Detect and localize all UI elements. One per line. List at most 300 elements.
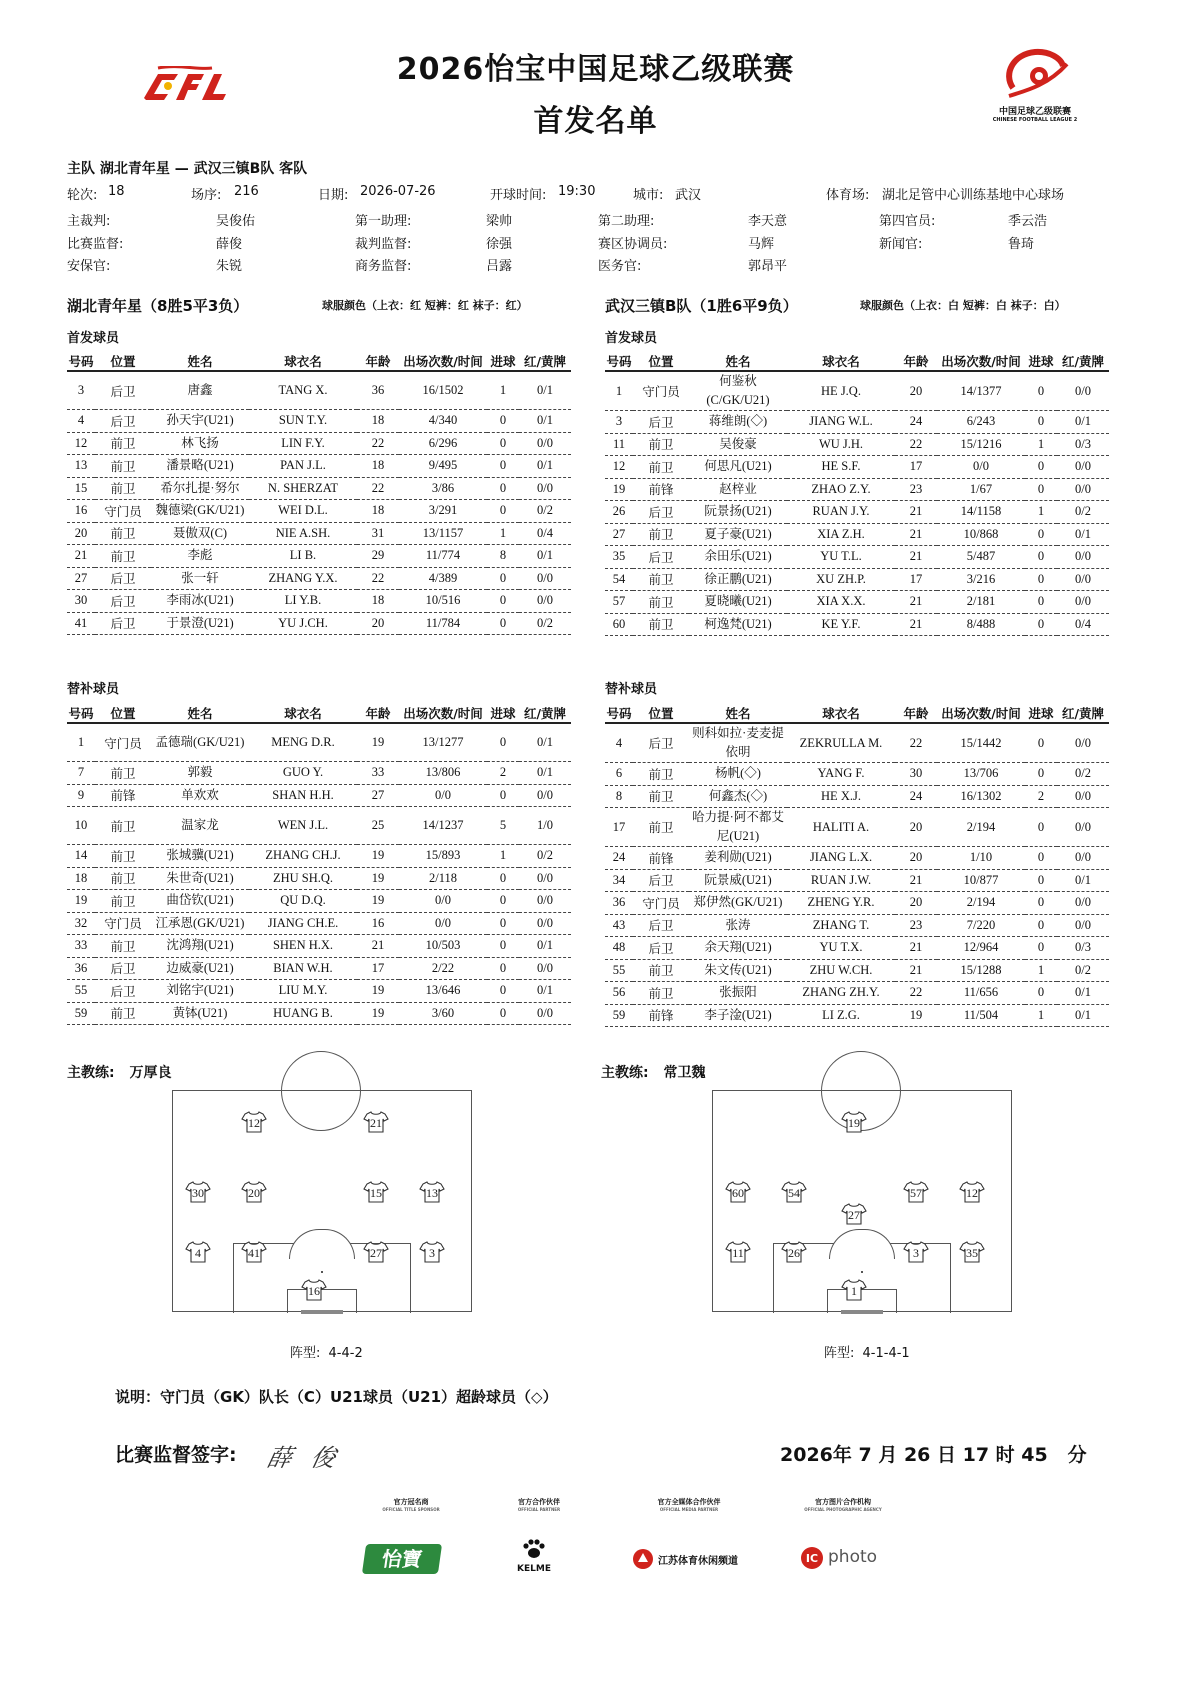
table-row xyxy=(67,477,571,500)
away-team-header: 武汉三镇B队（1胜6平9负） xyxy=(605,297,798,315)
cell-age: 19 xyxy=(357,845,399,868)
cell-appearances: 16/1502 xyxy=(399,371,487,410)
cell-goals: 0 xyxy=(1025,892,1057,915)
cell-name: 刘铭宇(U21) xyxy=(151,980,249,1003)
cell-number: 6 xyxy=(605,763,633,786)
cell-goals: 8 xyxy=(487,545,519,568)
table-row xyxy=(67,912,571,935)
cell-shirt-name: YU T.X. xyxy=(787,937,895,960)
cell-number: 3 xyxy=(605,411,633,434)
cell-goals: 1 xyxy=(1025,959,1057,982)
table-row xyxy=(605,523,1109,546)
column-header-appearances: 出场次数/时间 xyxy=(399,352,487,371)
cell-shirt-name: NIE A.SH. xyxy=(249,522,357,545)
shirt-icon xyxy=(781,1241,807,1263)
cell-goals: 0 xyxy=(1025,613,1057,636)
cell-shirt-name: RUAN J.W. xyxy=(787,869,895,892)
cell-appearances: 16/1302 xyxy=(937,785,1025,808)
table-row xyxy=(605,914,1109,937)
cell-position: 守门员 xyxy=(633,371,689,411)
cell-appearances: 11/656 xyxy=(937,982,1025,1005)
cell-name: 朱世奇(U21) xyxy=(151,867,249,890)
cell-position: 前卫 xyxy=(633,785,689,808)
cell-cards: 0/1 xyxy=(519,371,571,410)
cell-position: 前卫 xyxy=(633,982,689,1005)
away-formation-label: 阵型: xyxy=(824,1346,855,1361)
cell-name: 希尔扎提·努尔 xyxy=(151,477,249,500)
shirt-icon xyxy=(241,1111,267,1133)
cell-number: 27 xyxy=(605,523,633,546)
cell-shirt-name: ZHU SH.Q. xyxy=(249,867,357,890)
jiangsu-logo-text: 江苏体育休闲频道 xyxy=(658,1556,738,1567)
cell-cards: 0/1 xyxy=(519,723,571,762)
match-no-value: 216 xyxy=(234,184,259,199)
shirt-icon xyxy=(841,1279,867,1301)
cell-shirt-name: ZHENG Y.R. xyxy=(787,892,895,915)
cell-name: 夏晓曦(U21) xyxy=(689,591,787,614)
shirt-icon xyxy=(241,1241,267,1263)
cell-cards: 0/1 xyxy=(1057,869,1109,892)
official-name: 朱锐 xyxy=(216,259,243,274)
sponsor-label-sub: OFFICIAL PARTNER xyxy=(517,1507,561,1512)
cell-age: 20 xyxy=(895,892,937,915)
city-label: 城市: xyxy=(633,188,664,203)
away-starters-table-wrap xyxy=(605,352,1109,636)
cell-position: 前卫 xyxy=(95,845,151,868)
cell-appearances: 13/1277 xyxy=(399,723,487,762)
cell-appearances: 10/877 xyxy=(937,869,1025,892)
cell-goals: 0 xyxy=(487,455,519,478)
shirt-icon xyxy=(419,1241,445,1263)
table-row xyxy=(605,959,1109,982)
cell-age: 20 xyxy=(357,612,399,635)
cell-shirt-name: N. SHERZAT xyxy=(249,477,357,500)
cell-age: 21 xyxy=(357,935,399,958)
cell-number: 16 xyxy=(67,500,95,523)
jiangsu-sports-logo xyxy=(632,1548,746,1572)
cell-appearances: 3/291 xyxy=(399,500,487,523)
table-row xyxy=(605,847,1109,870)
cell-goals: 0 xyxy=(1025,982,1057,1005)
shirt-number: 11 xyxy=(732,1246,744,1260)
cell-number: 55 xyxy=(605,959,633,982)
venue-label: 体育场: xyxy=(826,188,870,203)
home-starters-table xyxy=(67,352,571,635)
cell-goals: 0 xyxy=(487,890,519,913)
match-line: 主队 湖北青年星 — 武汉三镇B队 客队 xyxy=(67,161,308,177)
cell-appearances: 2/181 xyxy=(937,591,1025,614)
table-row xyxy=(67,784,571,807)
cell-shirt-name: LIU M.Y. xyxy=(249,980,357,1003)
official-label: 商务监督: xyxy=(355,259,412,274)
kelme-logo-text: KELME xyxy=(517,1564,551,1574)
shirt-number: 4 xyxy=(195,1246,201,1260)
cell-position: 前卫 xyxy=(95,935,151,958)
shirt-icon xyxy=(903,1241,929,1263)
cell-shirt-name: XU ZH.P. xyxy=(787,568,895,591)
cell-cards: 0/3 xyxy=(1057,937,1109,960)
cell-age: 20 xyxy=(895,371,937,411)
cell-shirt-name: ZHANG CH.J. xyxy=(249,845,357,868)
cell-name: 余田乐(U21) xyxy=(689,546,787,569)
official-name: 郭昂平 xyxy=(748,259,788,274)
cell-appearances: 11/784 xyxy=(399,612,487,635)
cell-name: 边威豪(U21) xyxy=(151,957,249,980)
cell-position: 前卫 xyxy=(95,455,151,478)
column-header-goals: 进球 xyxy=(1025,352,1057,371)
cell-appearances: 14/1158 xyxy=(937,501,1025,524)
shirt-icon xyxy=(363,1241,389,1263)
shirt-number: 35 xyxy=(966,1246,978,1260)
cell-position: 后卫 xyxy=(633,723,689,763)
table-row xyxy=(605,892,1109,915)
cell-appearances: 13/646 xyxy=(399,980,487,1003)
cell-age: 22 xyxy=(895,723,937,763)
column-header-cards: 红/黄牌 xyxy=(519,352,571,371)
table-row xyxy=(67,867,571,890)
cell-age: 30 xyxy=(895,763,937,786)
cell-appearances: 11/774 xyxy=(399,545,487,568)
table-header-row xyxy=(67,352,571,371)
cell-cards: 0/1 xyxy=(519,762,571,785)
cell-age: 25 xyxy=(357,807,399,845)
table-row xyxy=(67,957,571,980)
signature-label: 比赛监督签字: xyxy=(115,1444,237,1466)
table-row xyxy=(67,935,571,958)
official-label: 赛区协调员: xyxy=(598,237,668,252)
column-header-appearances: 出场次数/时间 xyxy=(937,704,1025,723)
cell-age: 29 xyxy=(357,545,399,568)
cell-cards: 0/0 xyxy=(1057,914,1109,937)
cell-goals: 0 xyxy=(487,410,519,433)
table-header-row xyxy=(67,704,571,723)
cell-name: 张振阳 xyxy=(689,982,787,1005)
shirt-icon xyxy=(725,1241,751,1263)
date-value: 2026-07-26 xyxy=(360,184,436,199)
cell-cards: 0/0 xyxy=(519,1002,571,1025)
legend-note: 说明：守门员（GK）队长（C）U21球员（U21）超龄球员（◇） xyxy=(115,1388,558,1406)
column-header-shirt-name: 球衣名 xyxy=(249,352,357,371)
cell-number: 18 xyxy=(67,867,95,890)
official-label: 主裁判: xyxy=(67,214,111,229)
cell-name: 沈鸿翔(U21) xyxy=(151,935,249,958)
city-value: 武汉 xyxy=(675,188,702,203)
cell-appearances: 2/194 xyxy=(937,808,1025,847)
cell-appearances: 15/1216 xyxy=(937,433,1025,456)
cell-number: 35 xyxy=(605,546,633,569)
penalty-spot xyxy=(861,1271,863,1273)
cell-goals: 0 xyxy=(1025,723,1057,763)
table-row xyxy=(605,1004,1109,1027)
cell-appearances: 9/495 xyxy=(399,455,487,478)
cell-cards: 0/1 xyxy=(519,545,571,568)
cell-appearances: 1/10 xyxy=(937,847,1025,870)
home-subs-table xyxy=(67,704,571,1025)
cell-name: 曲岱钦(U21) xyxy=(151,890,249,913)
cell-age: 20 xyxy=(895,847,937,870)
cell-cards: 0/1 xyxy=(1057,411,1109,434)
cell-cards: 1/0 xyxy=(519,807,571,845)
cell-age: 19 xyxy=(357,980,399,1003)
cell-number: 57 xyxy=(605,591,633,614)
cell-name: 潘景略(U21) xyxy=(151,455,249,478)
cell-appearances: 11/504 xyxy=(937,1004,1025,1027)
shirt-number: 30 xyxy=(192,1186,204,1200)
cell-number: 21 xyxy=(67,545,95,568)
league2-logo xyxy=(990,44,1080,128)
cell-number: 9 xyxy=(67,784,95,807)
cell-position: 前卫 xyxy=(633,763,689,786)
cell-cards: 0/0 xyxy=(519,957,571,980)
cell-position: 前卫 xyxy=(633,568,689,591)
cell-number: 33 xyxy=(67,935,95,958)
cell-position: 前卫 xyxy=(95,807,151,845)
column-header-shirt-name: 球衣名 xyxy=(249,704,357,723)
cell-number: 13 xyxy=(67,455,95,478)
cell-age: 16 xyxy=(357,912,399,935)
cell-goals: 0 xyxy=(1025,546,1057,569)
official-name: 薛俊 xyxy=(216,237,243,252)
cell-cards: 0/0 xyxy=(1057,723,1109,763)
home-team-header: 湖北青年星（8胜5平3负） xyxy=(67,297,249,315)
cell-name: 夏子豪(U21) xyxy=(689,523,787,546)
column-header-name: 姓名 xyxy=(151,704,249,723)
cell-position: 守门员 xyxy=(95,723,151,762)
cell-name: 何鉴秋(C/GK/U21) xyxy=(689,371,787,411)
cell-goals: 0 xyxy=(487,1002,519,1025)
round-value: 18 xyxy=(108,184,125,199)
cell-position: 守门员 xyxy=(633,892,689,915)
home-starters-table-wrap xyxy=(67,352,571,635)
cell-goals: 0 xyxy=(487,500,519,523)
cell-shirt-name: YU J.CH. xyxy=(249,612,357,635)
shirt-number: 15 xyxy=(370,1186,382,1200)
shirt-icon xyxy=(241,1181,267,1203)
cell-name: 哈力提·阿不都艾尼(U21) xyxy=(689,808,787,847)
cell-shirt-name: ZHANG ZH.Y. xyxy=(787,982,895,1005)
table-row xyxy=(67,432,571,455)
cell-cards: 0/0 xyxy=(1057,785,1109,808)
sponsor-label-text: 官方冠名商 xyxy=(393,1498,429,1506)
penalty-spot xyxy=(321,1271,323,1273)
cell-appearances: 5/487 xyxy=(937,546,1025,569)
cell-name: 魏德梁(GK/U21) xyxy=(151,500,249,523)
cell-cards: 0/0 xyxy=(1057,808,1109,847)
official-name: 徐强 xyxy=(486,237,513,252)
cell-position: 后卫 xyxy=(95,567,151,590)
cell-number: 41 xyxy=(67,612,95,635)
league2-logo-en: CHINESE FOOTBALL LEAGUE 2 xyxy=(992,117,1078,123)
kickoff-value: 19:30 xyxy=(558,184,596,199)
cell-age: 31 xyxy=(357,522,399,545)
away-formation-pitch xyxy=(712,1090,1012,1312)
yibao-logo xyxy=(362,1544,442,1574)
penalty-arc xyxy=(829,1229,895,1259)
kickoff-label: 开球时间: xyxy=(490,188,547,203)
cell-position: 后卫 xyxy=(95,371,151,410)
cell-cards: 0/1 xyxy=(519,935,571,958)
cell-age: 21 xyxy=(895,501,937,524)
table-row xyxy=(67,1002,571,1025)
shirt-number: 19 xyxy=(848,1116,860,1130)
cell-cards: 0/2 xyxy=(1057,763,1109,786)
home-coach-name: 万厚良 xyxy=(129,1065,172,1081)
table-row xyxy=(605,546,1109,569)
cell-name: 张一轩 xyxy=(151,567,249,590)
cell-appearances: 15/893 xyxy=(399,845,487,868)
cell-shirt-name: RUAN J.Y. xyxy=(787,501,895,524)
table-row xyxy=(605,478,1109,501)
cell-shirt-name: ZHU W.CH. xyxy=(787,959,895,982)
official-name: 季云浩 xyxy=(1008,214,1048,229)
cell-goals: 0 xyxy=(487,957,519,980)
cell-appearances: 10/516 xyxy=(399,590,487,613)
table-row xyxy=(605,456,1109,479)
cell-age: 22 xyxy=(357,567,399,590)
cell-number: 27 xyxy=(67,567,95,590)
cell-appearances: 15/1442 xyxy=(937,723,1025,763)
cell-age: 24 xyxy=(895,785,937,808)
jiangsu-emblem-icon xyxy=(632,1548,654,1570)
cell-appearances: 13/806 xyxy=(399,762,487,785)
cell-cards: 0/0 xyxy=(1057,546,1109,569)
cell-position: 前卫 xyxy=(95,867,151,890)
cell-age: 22 xyxy=(895,433,937,456)
cell-cards: 0/2 xyxy=(519,500,571,523)
official-name: 李天意 xyxy=(748,214,788,229)
cell-number: 36 xyxy=(605,892,633,915)
home-formation xyxy=(290,1342,363,1361)
table-row xyxy=(67,762,571,785)
cell-goals: 5 xyxy=(487,807,519,845)
shirt-number: 12 xyxy=(966,1186,978,1200)
table-row xyxy=(605,763,1109,786)
cell-goals: 0 xyxy=(487,723,519,762)
cell-age: 23 xyxy=(895,478,937,501)
table-row xyxy=(67,590,571,613)
column-header-age: 年龄 xyxy=(357,704,399,723)
cell-shirt-name: KE Y.F. xyxy=(787,613,895,636)
cell-position: 前卫 xyxy=(95,1002,151,1025)
table-row xyxy=(67,612,571,635)
sponsor-label-sub: OFFICIAL PHOTOGRAPHIC AGENCY xyxy=(804,1507,882,1512)
cell-age: 22 xyxy=(895,982,937,1005)
cell-name: 孟德瑞(GK/U21) xyxy=(151,723,249,762)
cell-name: 蒋维朗(◇) xyxy=(689,411,787,434)
away-subs-label: 替补球员 xyxy=(605,682,658,697)
sponsor-label xyxy=(800,1497,886,1512)
cell-name: 赵梓业 xyxy=(689,478,787,501)
shirt-icon xyxy=(781,1181,807,1203)
signature: 薛 俊 xyxy=(264,1444,345,1472)
shirt-icon xyxy=(419,1181,445,1203)
column-header-age: 年龄 xyxy=(895,704,937,723)
shirt-number: 12 xyxy=(248,1116,260,1130)
cell-number: 14 xyxy=(67,845,95,868)
away-formation-value: 4-1-4-1 xyxy=(862,1346,910,1361)
cell-number: 36 xyxy=(67,957,95,980)
cell-goals: 0 xyxy=(1025,869,1057,892)
cell-appearances: 15/1288 xyxy=(937,959,1025,982)
shirt-number: 60 xyxy=(732,1186,744,1200)
cell-goals: 2 xyxy=(1025,785,1057,808)
cell-goals: 0 xyxy=(487,867,519,890)
ic-photo-text: photo xyxy=(828,1547,878,1567)
cell-shirt-name: WEN J.L. xyxy=(249,807,357,845)
cell-number: 19 xyxy=(605,478,633,501)
column-header-number: 号码 xyxy=(606,706,632,721)
cell-position: 前卫 xyxy=(633,433,689,456)
table-row xyxy=(67,522,571,545)
shirt-number: 27 xyxy=(848,1208,860,1222)
cell-cards: 0/2 xyxy=(519,612,571,635)
away-subs-table xyxy=(605,704,1109,1027)
cell-age: 27 xyxy=(357,784,399,807)
cell-position: 后卫 xyxy=(95,612,151,635)
cell-name: 李子淦(U21) xyxy=(689,1004,787,1027)
column-header-position: 位置 xyxy=(633,704,689,723)
away-coach-label: 主教练: xyxy=(601,1065,649,1081)
cell-cards: 0/1 xyxy=(1057,523,1109,546)
cell-age: 21 xyxy=(895,613,937,636)
cell-age: 19 xyxy=(895,1004,937,1027)
cell-cards: 0/1 xyxy=(1057,982,1109,1005)
official-name: 吕露 xyxy=(486,259,513,274)
cell-shirt-name: SUN T.Y. xyxy=(249,410,357,433)
table-row xyxy=(605,411,1109,434)
cell-goals: 0 xyxy=(1025,914,1057,937)
cell-goals: 0 xyxy=(1025,763,1057,786)
cell-position: 前卫 xyxy=(633,523,689,546)
cell-number: 12 xyxy=(605,456,633,479)
table-row xyxy=(605,785,1109,808)
cell-shirt-name: LI Y.B. xyxy=(249,590,357,613)
cell-name: 聂傲双(C) xyxy=(151,522,249,545)
cell-name: 何思凡(U21) xyxy=(689,456,787,479)
cell-shirt-name: LIN F.Y. xyxy=(249,432,357,455)
cell-name: 李彪 xyxy=(151,545,249,568)
cell-position: 后卫 xyxy=(95,957,151,980)
official-label: 第四官员: xyxy=(879,214,936,229)
officials-grid xyxy=(0,210,1191,280)
column-header-goals: 进球 xyxy=(1025,704,1057,723)
sponsor-label-text: 官方图片合作机构 xyxy=(815,1498,871,1506)
column-header-position: 位置 xyxy=(95,704,151,723)
column-header-shirt-name: 球衣名 xyxy=(787,352,895,371)
cell-goals: 1 xyxy=(1025,433,1057,456)
cell-appearances: 0/0 xyxy=(399,784,487,807)
cell-goals: 1 xyxy=(487,845,519,868)
column-header-number: 号码 xyxy=(68,354,94,369)
cell-cards: 0/0 xyxy=(1057,892,1109,915)
penalty-arc xyxy=(289,1229,355,1259)
table-row xyxy=(67,545,571,568)
cell-age: 20 xyxy=(895,808,937,847)
sponsor-label-text: 官方全媒体合作伙伴 xyxy=(657,1498,721,1506)
table-row xyxy=(67,410,571,433)
shirt-number: 57 xyxy=(910,1186,922,1200)
away-subs-table-wrap xyxy=(605,704,1109,1027)
column-header-shirt-name: 球衣名 xyxy=(787,704,895,723)
cell-age: 18 xyxy=(357,500,399,523)
cell-cards: 0/0 xyxy=(519,477,571,500)
cell-cards: 0/0 xyxy=(519,784,571,807)
home-subs-table-wrap xyxy=(67,704,571,1025)
date-label: 日期: xyxy=(318,188,349,203)
cell-number: 4 xyxy=(605,723,633,763)
cell-number: 24 xyxy=(605,847,633,870)
shirt-number: 1 xyxy=(851,1284,857,1298)
